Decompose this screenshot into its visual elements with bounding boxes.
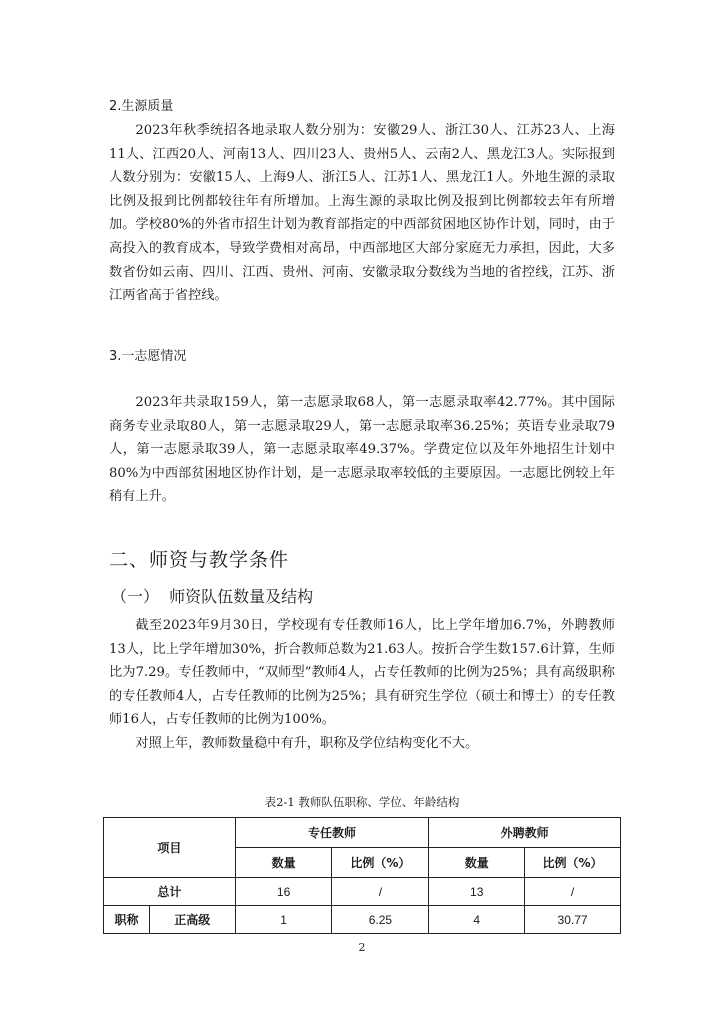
fulltime-count-cell: 16 [235, 878, 332, 906]
external-count-header: 数量 [429, 848, 525, 878]
fulltime-ratio-cell: 6.25 [332, 906, 429, 934]
section-2-heading: 2.生源质量 [109, 99, 174, 114]
page-number: 2 [358, 941, 366, 954]
fulltime-group-header: 专任教师 [235, 818, 429, 848]
section-3-paragraph: 2023年共录取159人，第一志愿录取68人，第一志愿录取率42.77%。其中国际商务专业录取80人，第一志愿录取29人，第一志愿录取率36.25%；英语专业录取79人，第一志愿录取39人，第一志愿录取率49.37%。学费定位以及年外地招生计划中80%为中西部贫困地区协作计划，是一志愿录取率较低的主要原因。一志愿比例较上年稍有上升。 [109, 395, 615, 505]
teacher-paragraph-1: 截至2023年9月30日，学校现有专任教师16人，比上学年增加6.7%，外聘教师13人，比上学年增加30%，折合教师总数为21.63人。按折合学生数157.6计算，生师比为7.29。专任教师中，“双师型”教师4人，占专任教师的比例为25%；具有高级职称的专任教师4人，占专任教师的比例为25%；具有研究生学位（硕士和博士）的专任教师16人，占专任教师的比例为100%。 [109, 618, 615, 728]
fulltime-ratio-cell: / [332, 878, 429, 906]
fulltime-ratio-header: 比例（%） [332, 848, 429, 878]
teacher-structure-table [103, 817, 621, 934]
item-header: 项目 [104, 818, 236, 878]
table-header-row [104, 818, 621, 848]
chapter-heading: 二、师资与教学条件 [109, 549, 290, 571]
teacher-paragraph-2: 对照上年，教师数量稳中有升，职称及学位结构变化不大。 [135, 736, 479, 751]
table-row [104, 906, 621, 934]
row-label: 正高级 [149, 906, 235, 934]
external-ratio-cell: 30.77 [525, 906, 621, 934]
external-ratio-cell: / [525, 878, 621, 906]
row-label: 总计 [104, 878, 236, 906]
section-2-paragraph: 2023年秋季统招各地录取人数分别为：安徽29人、浙江30人、江苏23人、上海11人、江西20人、河南13人、四川23人、贵州5人、云南2人、黑龙江3人。实际报到人数分别为：安徽15人、上海9人、浙江5人、江苏1人、黑龙江1人。外地生源的录取比例及报到比例都较往年有所增加。上海生源的录取比例及报到比例都较去年有所增加。学校80%的外省市招生计划为教育部指定的中西部贫困地区协作计划，同时，由于高投入的教育成本，导致学费相对高昂，中西部地区大部分家庭无力承担，因此，大多数省份如云南、四川、江西、贵州、河南、安徽录取分数线为当地的省控线，江苏、浙江两省高于省控线。 [109, 123, 615, 304]
external-group-header: 外聘教师 [429, 818, 621, 848]
section-3-heading: 3.一志愿情况 [109, 349, 187, 364]
external-ratio-header: 比例（%） [525, 848, 621, 878]
table-caption: 表2-1 教师队伍职称、学位、年龄结构 [264, 795, 460, 809]
subsection-heading: （一） 师资队伍数量及结构 [111, 587, 314, 606]
row-group-label: 职称 [104, 906, 150, 934]
external-count-cell: 4 [429, 906, 525, 934]
table-row [104, 878, 621, 906]
external-count-cell: 13 [429, 878, 525, 906]
fulltime-count-cell: 1 [235, 906, 332, 934]
fulltime-count-header: 数量 [235, 848, 332, 878]
